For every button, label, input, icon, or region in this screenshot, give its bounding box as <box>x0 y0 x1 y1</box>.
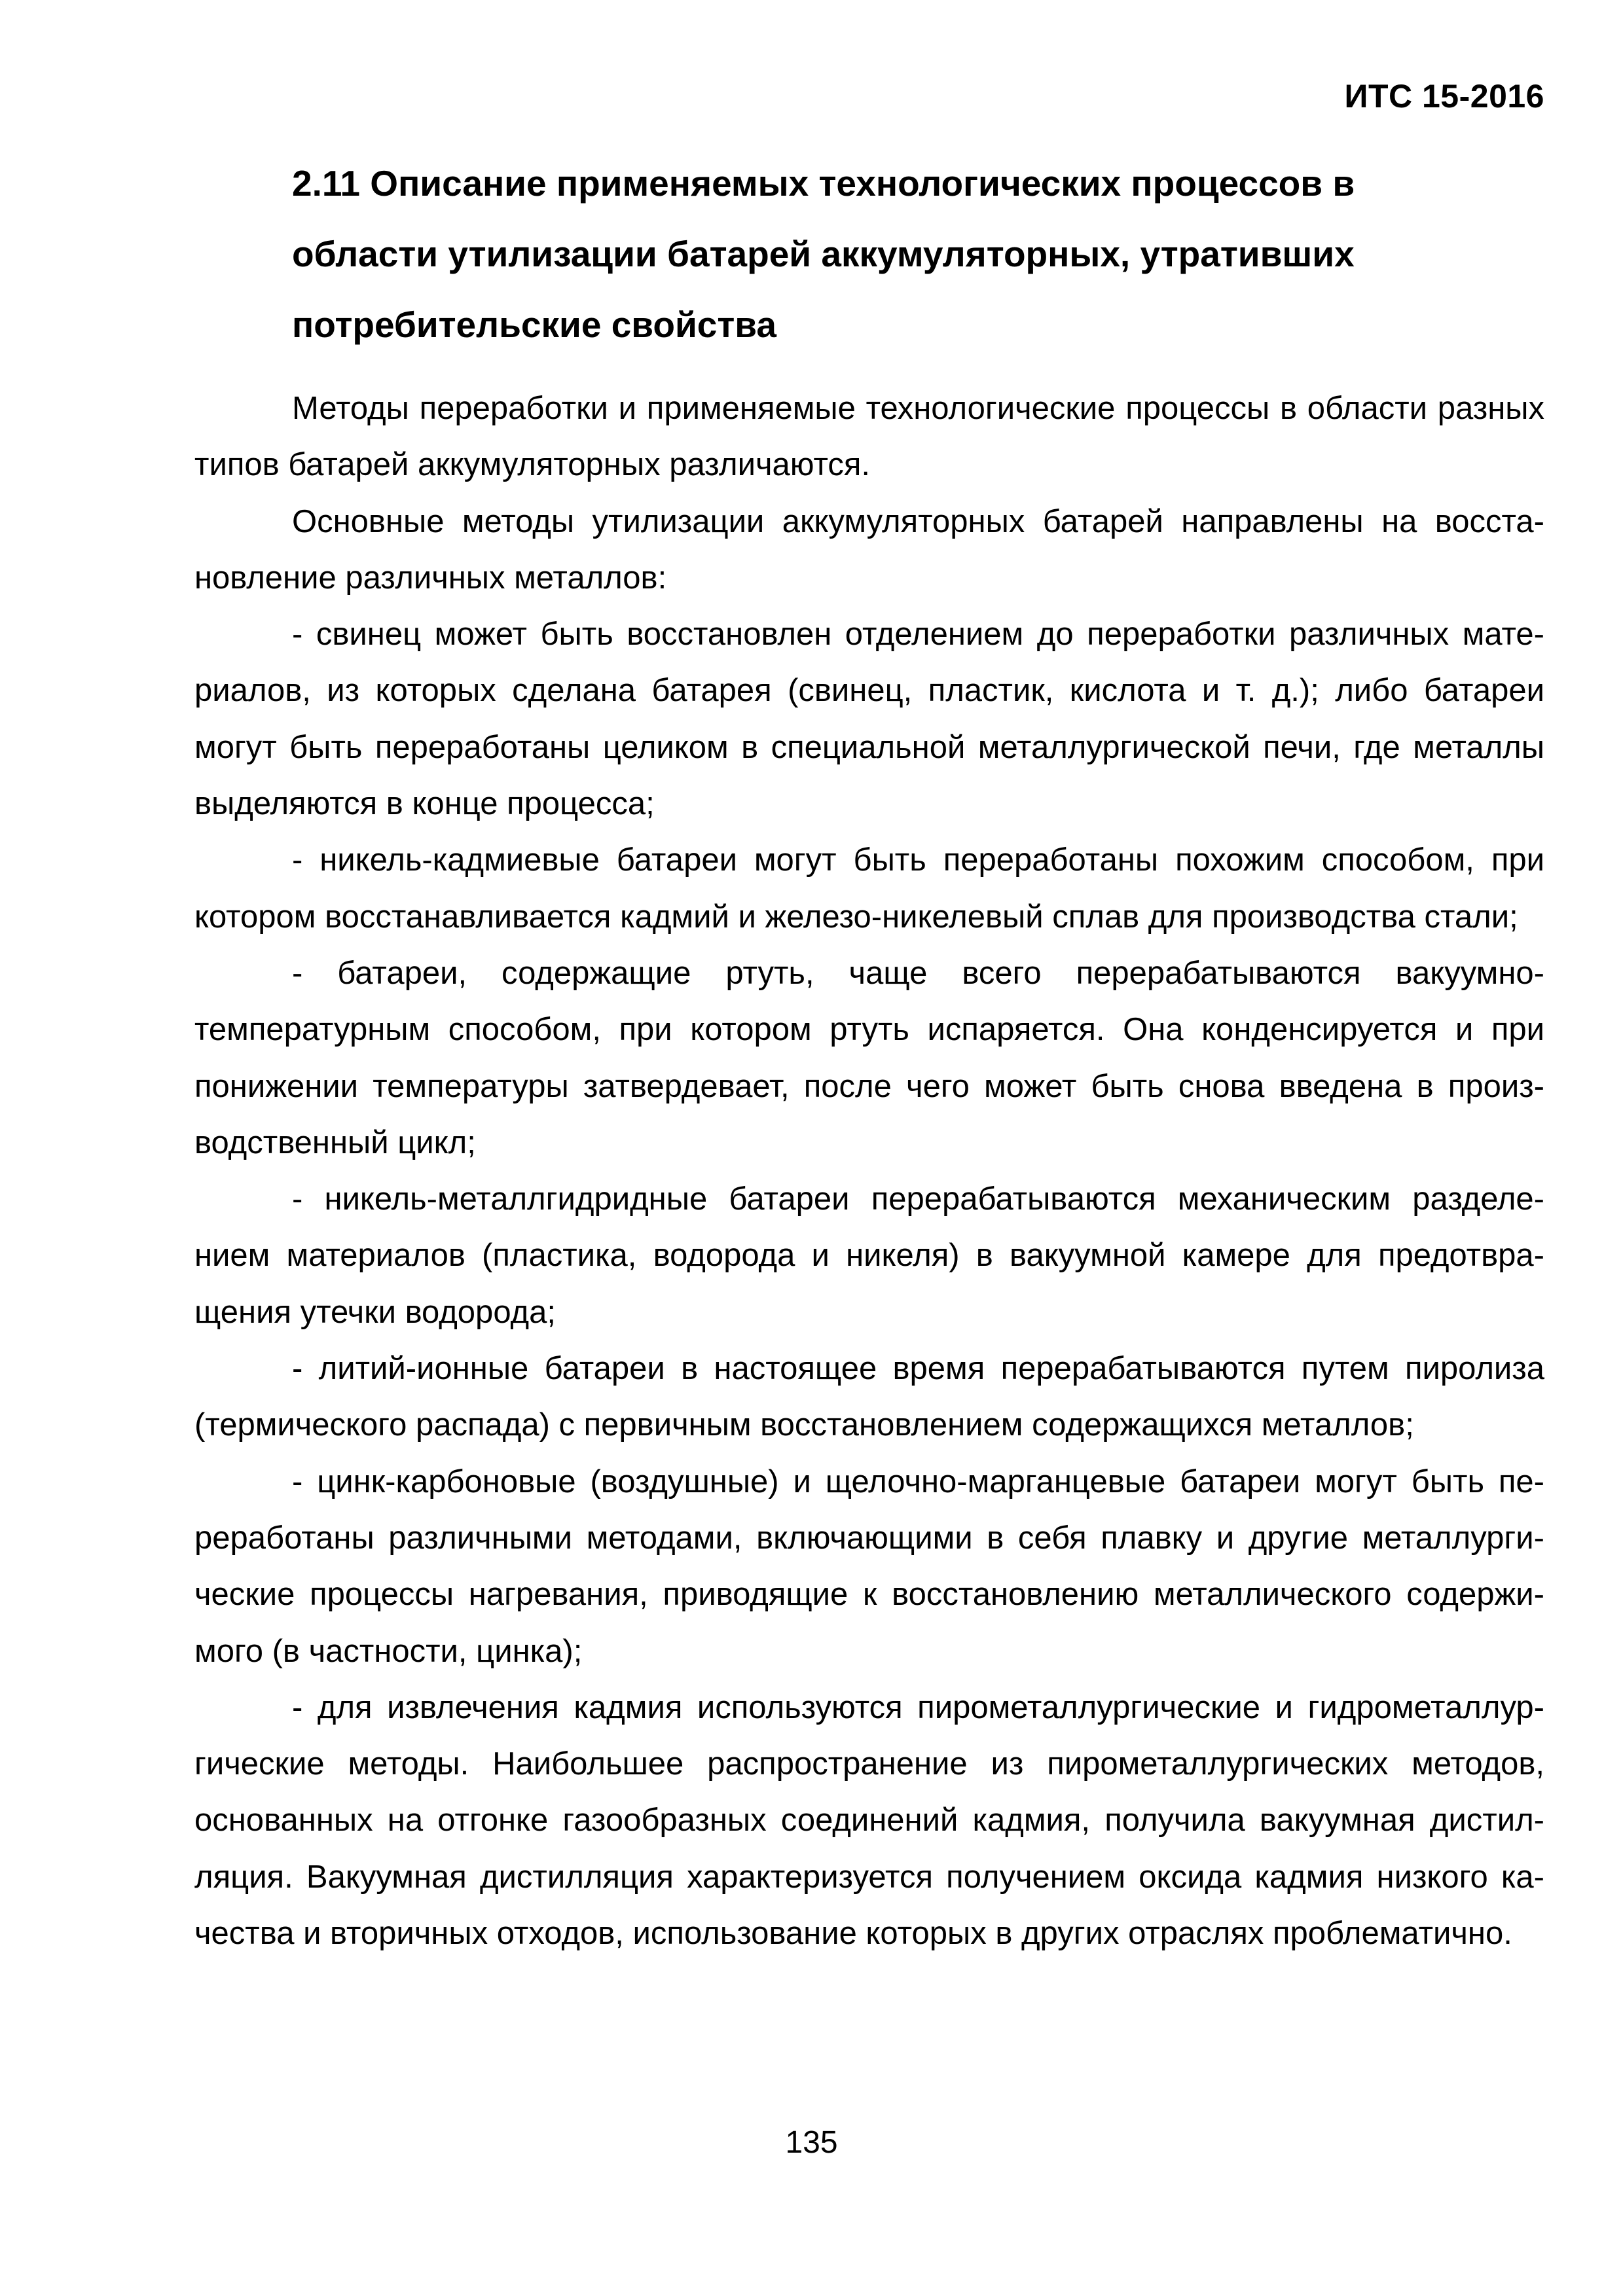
section-heading-line-3: потребительские свойства <box>292 304 776 345</box>
section-heading-line-1: 2.11 Описание применяемых технологических процессов в <box>292 163 1355 204</box>
list-item-lithium-ion: - литий-ионные батареи в настоящее время перерабатываются путем пиролиза (термического распада) с первичным восстановлением содержащихся металлов; <box>194 1351 1544 1443</box>
list-item-mercury: - батареи, содержащие ртуть, чаще всего перерабатываются вакуумно-температурным способом, при котором ртуть испаряется. Она конденсируется и при понижении температуры затвердевает, после чего может быть снова введена в производственный цикл; <box>194 955 1544 1160</box>
page-number: 135 <box>785 2125 838 2160</box>
list-item-cadmium-extraction: - для извлечения кадмия используются пирометаллургические и гидрометаллургические методы. Наибольшее распространение из пирометаллургических методов, основанных на отгонке газообразных соединений кадмия, получила вакуумная дистилляция. Вакуумная дистилляция характеризуется получением оксида кадмия низкого качества и вторичных отходов, использование которых в других отраслях проблематично. <box>194 1689 1544 1952</box>
list-item-nickel-cadmium: - никель-кадмиевые батареи могут быть переработаны похожим способом, при котором восстанавливается кадмий и железо-никелевый сплав для производства стали; <box>194 842 1544 935</box>
paragraph-main-methods: Основные методы утилизации аккумуляторных батарей направлены на восстановление различных металлов: <box>194 503 1544 596</box>
section-heading-line-2: области утилизации батарей аккумуляторных, утративших <box>292 234 1355 274</box>
list-item-zinc-carbon-alkaline: - цинк-карбоновые (воздушные) и щелочно-марганцевые батареи могут быть переработаны различными методами, включающими в себя плавку и другие металлургические процессы нагревания, приводящие к восстановлению металлического содержимого (в частности, цинка); <box>194 1463 1544 1669</box>
list-item-lead: - свинец может быть восстановлен отделением до переработки различных материалов, из которых сделана батарея (свинец, пластик, кислота и т. д.); либо батареи могут быть переработаны целиком в специальной металлургической печи, где металлы выделяются в конце процесса; <box>194 617 1544 822</box>
section-heading <box>292 148 1536 360</box>
body-text <box>194 380 1544 1962</box>
list-item-nickel-metal-hydride: - никель-металлгидридные батареи перерабатываются механическим разделением материалов (пластика, водорода и никеля) в вакуумной камере для предотвращения утечки водорода; <box>194 1181 1544 1330</box>
paragraph-intro: Методы переработки и применяемые технологические процессы в области разных типов батарей аккумуляторных различаются. <box>194 391 1544 483</box>
document-code-header: ИТС 15-2016 <box>1344 78 1544 115</box>
